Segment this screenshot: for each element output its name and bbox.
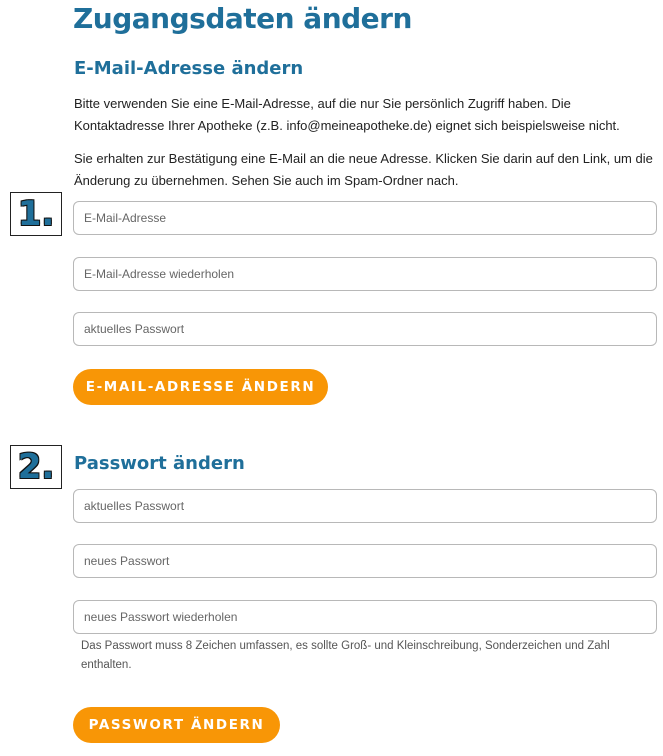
email-repeat-input[interactable] — [73, 257, 657, 291]
change-email-button[interactable]: E-MAIL-ADRESSE ÄNDERN — [73, 369, 328, 405]
step-1-badge: 1. — [10, 192, 62, 236]
current-password-input[interactable] — [73, 489, 657, 523]
password-rules-hint: Das Passwort muss 8 Zeichen umfassen, es sollte Groß- und Kleinschreibung, Sonderzeichen und Zahl enthalten. — [81, 640, 610, 671]
change-password-button[interactable]: PASSWORT ÄNDERN — [73, 707, 280, 743]
new-password-repeat-input[interactable] — [73, 600, 657, 634]
email-input[interactable] — [73, 201, 657, 235]
email-info-paragraph: Bitte verwenden Sie eine E-Mail-Adresse, auf die nur Sie persönlich Zugriff haben. Die Kontaktadresse Ihrer Apotheke (z.B. info@meineapotheke.de) eignet sich beispielsweise nicht. — [74, 96, 620, 133]
new-password-input[interactable] — [73, 544, 657, 578]
email-section-title: E-Mail-Adresse ändern — [74, 58, 304, 79]
email-current-password-input[interactable] — [73, 312, 657, 346]
password-section-title: Passwort ändern — [74, 453, 245, 474]
step-2-badge: 2. — [10, 445, 62, 489]
email-confirm-paragraph: Sie erhalten zur Bestätigung eine E-Mail an die neue Adresse. Klicken Sie darin auf den Link, um die Änderung zu übernehmen. Sehen Sie auch im Spam-Ordner nach. — [74, 151, 653, 188]
page-title: Zugangsdaten ändern — [73, 2, 412, 35]
